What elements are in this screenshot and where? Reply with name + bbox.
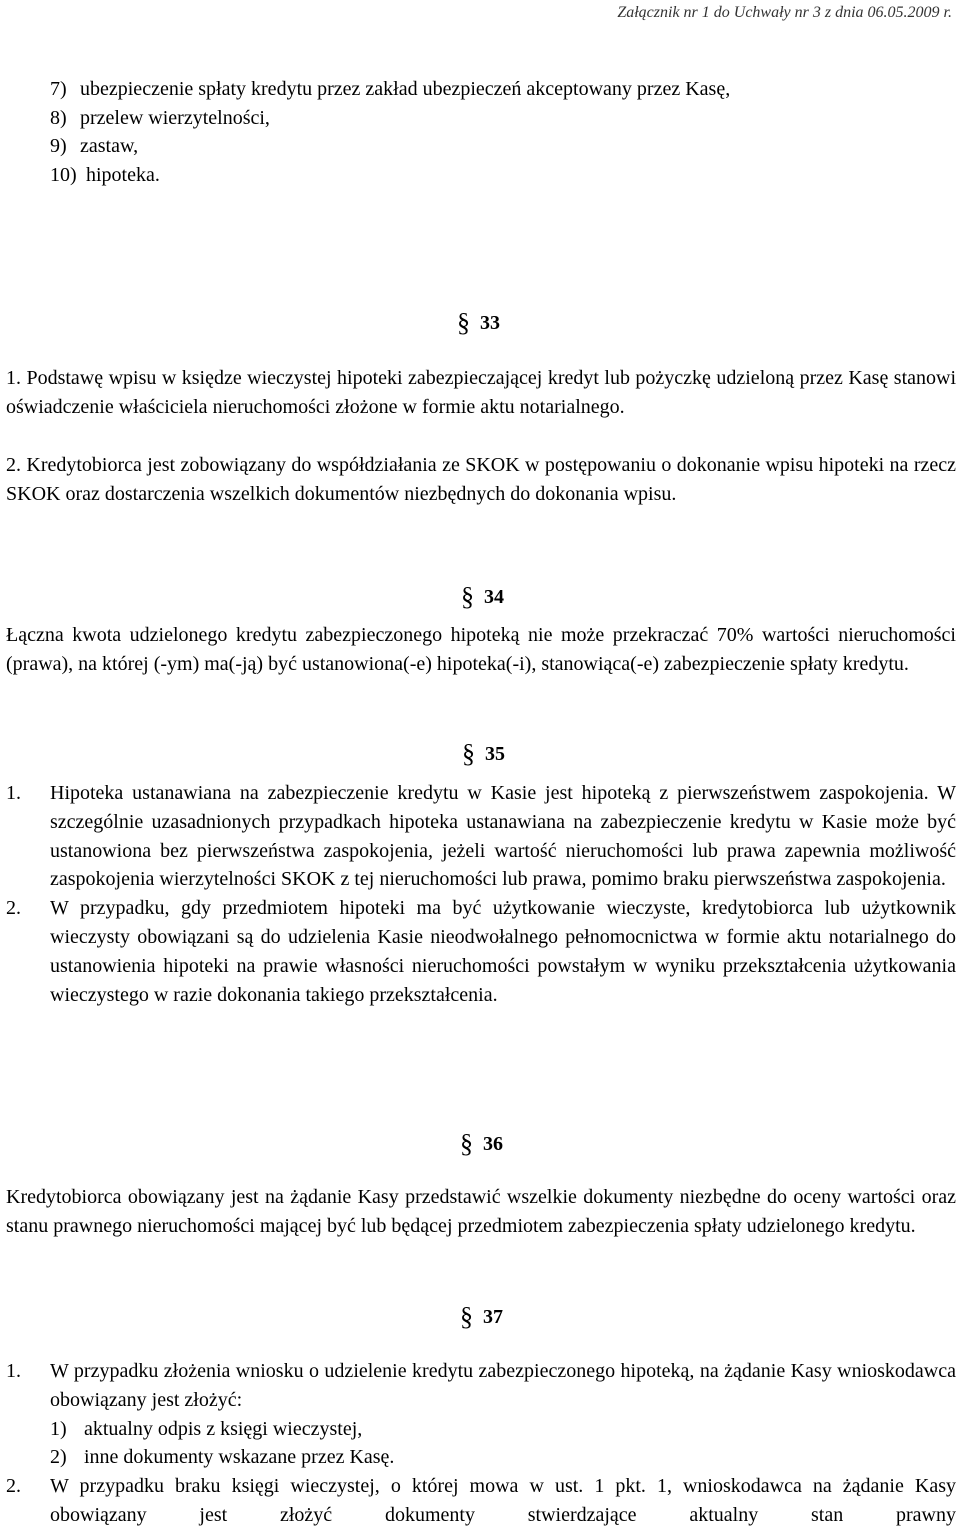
- paragraph-33-1: 1. Podstawę wpisu w księdze wieczystej hipoteki zabezpieczającej kredyt lub pożyczkę udzieloną przez Kasę stanowi oświadczenie właściciela nieruchomości złożone w formie aktu notarialnego.: [6, 367, 956, 418]
- list-item-text: zastaw,: [80, 135, 139, 157]
- sublist-text: aktualny odpis z księgi wieczystej,: [84, 1417, 363, 1440]
- section-heading-33: [457, 306, 500, 336]
- section-number: 35: [485, 743, 505, 765]
- paragraph-36: Kredytobiorca obowiązany jest na żądanie Kasy przedstawić wszelkie dokumenty niezbędne do oceny wartości oraz stanu prawnego nieruchomości mającej być lub będącej przedmiotem zabezpieczenia spłaty udzielonego kredytu.: [6, 1186, 956, 1237]
- section-sign: §: [460, 1302, 473, 1331]
- section-number: 37: [483, 1306, 503, 1328]
- item-number: 2.: [6, 897, 21, 920]
- paragraph-33-2: 2. Kredytobiorca jest zobowiązany do współdziałania ze SKOK w postępowaniu o dokonanie wpisu hipoteki na rzecz SKOK oraz dostarczenia wszelkich dokumentów niezbędnych do dokonania wpisu.: [6, 454, 956, 505]
- item-number: 1.: [6, 782, 21, 804]
- section-number: 33: [480, 312, 500, 334]
- list-item: [50, 104, 730, 133]
- item-number: 2.: [6, 1475, 21, 1498]
- list-item-number: 8): [50, 106, 67, 129]
- list-item: [6, 779, 956, 894]
- section-sign: §: [460, 1129, 473, 1158]
- list-item: [50, 75, 730, 104]
- sublist-number: 2): [50, 1446, 67, 1469]
- section-number: 34: [484, 586, 504, 608]
- list-item-text: przelew wierzytelności,: [80, 106, 270, 129]
- list-item: [6, 1472, 956, 1530]
- attachment-header: Załącznik nr 1 do Uchwały nr 3 z dnia 06.05.2009 r.: [617, 4, 952, 21]
- item-text: W przypadku złożenia wniosku o udzielenie kredytu zabezpieczonego hipoteką, na żądanie Kasy wnioskodawca obowiązany jest złożyć:: [50, 1360, 956, 1411]
- list-item: [50, 161, 730, 190]
- item-text: W przypadku braku księgi wieczystej, o której mowa w ust. 1 pkt. 1, wnioskodawca na żądanie Kasy obowiązany jest złożyć dokumenty stwierdzające aktualny stan prawny: [50, 1475, 956, 1526]
- section-heading-34: [461, 580, 504, 610]
- list-item-number: 10): [50, 163, 77, 186]
- section-35-list: [6, 779, 956, 1009]
- item-text: Hipoteka ustanawiana na zabezpieczenie kredytu w Kasie jest hipoteką z pierwszeństwem zaspokojenia. W szczególnie uzasadnionych przypadkach hipoteka ustanawiana na zabezpieczenie kredytu w Kasie może być ustanowiona bez pierwszeństwa zaspokojenia, jeżeli wartość nieruchomości lub prawa zapewnia możliwość zaspokojenia wierzytelności SKOK z tej nieruchomości lub prawa, pomimo braku pierwszeństwa zaspokojenia.: [50, 782, 956, 891]
- item-text: W przypadku, gdy przedmiotem hipoteki ma być użytkowanie wieczyste, kredytobiorca lub użytkownik wieczysty obowiązani są do udzielenia Kasie nieodwołalnego pełnomocnictwa w formie aktu notarialnego do ustanowienia hipoteki na prawie własności nieruchomości powstałym w wyniku przekształcenia użytkowania wieczystego w razie dokonania takiego przekształcenia.: [50, 897, 956, 1006]
- section-heading-36: [460, 1127, 503, 1157]
- list-item-number: 9): [50, 135, 67, 157]
- item-body: [50, 1357, 956, 1472]
- list-item-text: ubezpieczenie spłaty kredytu przez zakład ubezpieczeń akceptowany przez Kasę,: [80, 78, 731, 100]
- section-37-list: [6, 1357, 956, 1530]
- list-item: [6, 894, 956, 1009]
- section-number: 36: [483, 1133, 503, 1155]
- section-sign: §: [457, 308, 470, 337]
- section-heading-35: [462, 737, 505, 767]
- section-sign: §: [462, 739, 475, 768]
- section-heading-37: [460, 1300, 503, 1330]
- sublist-item: [50, 1415, 956, 1444]
- item-number: 1.: [6, 1360, 21, 1382]
- sublist-text: inne dokumenty wskazane przez Kasę.: [84, 1446, 395, 1469]
- list-item-number: 7): [50, 78, 67, 100]
- section-sign: §: [461, 582, 474, 611]
- list-item: [50, 132, 730, 161]
- collateral-list: [50, 75, 730, 189]
- list-item-text: hipoteka.: [86, 163, 160, 186]
- paragraph-34: Łączna kwota udzielonego kredytu zabezpieczonego hipoteką nie może przekraczać 70% wartości nieruchomości (prawa), na której (-ym) ma(-ją) być ustanowiona(-e) hipoteka(-i), stanowiąca(-e) zabezpieczenie spłaty kredytu.: [6, 624, 956, 675]
- sublist-number: 1): [50, 1417, 67, 1440]
- sublist-item: [50, 1443, 956, 1472]
- sublist: [50, 1415, 956, 1473]
- list-item: [6, 1357, 956, 1472]
